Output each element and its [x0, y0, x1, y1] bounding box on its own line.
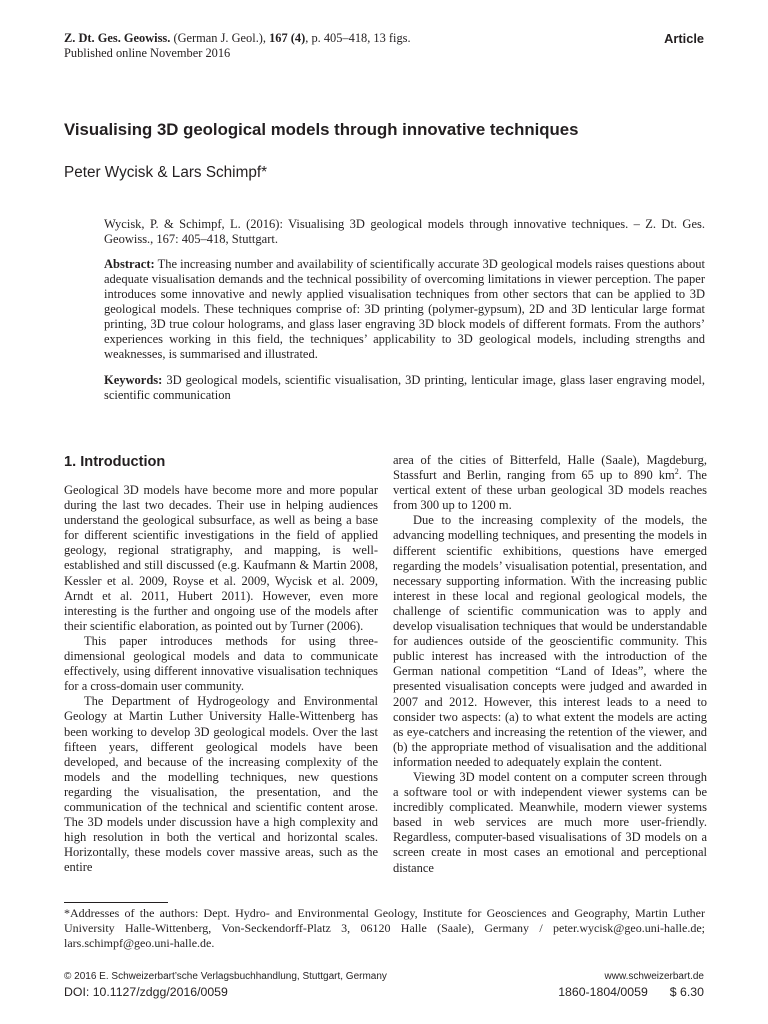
- publisher-website: www.schweizerbart.de: [604, 971, 704, 982]
- journal-abbrev: Z. Dt. Ges. Geowiss.: [64, 31, 171, 45]
- author-list: Peter Wycisk & Lars Schimpf*: [64, 164, 268, 181]
- published-date: Published online November 2016: [64, 46, 231, 60]
- journal-citation-line: [64, 31, 411, 46]
- journal-english-name: (German J. Geol.),: [170, 31, 270, 45]
- body-paragraph: This paper introduces methods for using three-dimensional geological models and data to communicate effectively, using different innovative visualisation techniques for a cross-domain user community.: [64, 633, 378, 694]
- abstract-text: The increasing number and availability of scientifically accurate 3D geological models raises questions about adequate visualisation demands and the technical possibility of overcoming limitations in viewer perception. The paper introduces some innovative and newly applied visualisation techniques from other sectors that can be applied to 3D geological models. These techniques comprise of: 3D printing (polymer-gypsum), 2D and 3D lenticular large format printing, 3D true colour holograms, and glass laser engraving 3D block models of different formats. From the authors’ experiences working in this field, the techniques’ applicability to 3D geological models, including strengths and weaknesses, is summarised and illustrated.: [104, 257, 705, 361]
- article-type-label: Article: [664, 31, 704, 46]
- author-address-footnote: *Addresses of the authors: Dept. Hydro- and Environmental Geology, Institute for Geosciences and Geography, Martin Luther University Halle-Wittenberg, Von-Seckendorff-Platz 3, 06120 Halle (Saale), Germany / peter.wycisk@geo.uni-halle.de; lars.schimpf@geo.uni-halle.de.: [64, 906, 705, 950]
- doi: DOI: 10.1127/zdgg/2016/0059: [64, 985, 228, 999]
- section-heading: 1. Introduction: [64, 454, 166, 470]
- body-text: . The vertical extent of these urban geological 3D models reaches from 300 up to 1200 m.: [393, 468, 707, 513]
- copyright-notice: © 2016 E. Schweizerbart’sche Verlagsbuchhandlung, Stuttgart, Germany: [64, 971, 387, 982]
- volume-issue: 167 (4): [269, 31, 306, 45]
- article-metadata: [104, 217, 705, 403]
- right-column: [393, 453, 707, 876]
- body-paragraph: Viewing 3D model content on a computer screen through a software tool or with independent viewer systems can be incredibly complicated. Meanwhile, modern viewer systems based in web services are much more user-friendly. Regardless, computer-based visualisations of 3D models on a screen create in most cases an emotional and perceptional distance: [393, 769, 707, 875]
- left-column: [64, 453, 378, 875]
- body-paragraph: [393, 453, 707, 513]
- citation: Wycisk, P. & Schimpf, L. (2016): Visualising 3D geological models through innovative techniques. – Z. Dt. Ges. Geowiss., 167: 405–418, Stuttgart.: [104, 217, 705, 246]
- footnote-divider: [64, 902, 168, 903]
- issn-price-line: [558, 985, 704, 1000]
- issn: 1860-1804/0059: [558, 985, 648, 999]
- abstract-label: Abstract:: [104, 257, 155, 271]
- pages-figs: , p. 405–418, 13 figs.: [305, 31, 411, 45]
- body-paragraph: The Department of Hydrogeology and Environmental Geology at Martin Luther University Halle-Wittenberg has been working to develop 3D geological models. Over the last fifteen years, different geological models have been developed, and because of the increasing complexity of the models and the modelling techniques, new questions regarding the visualisation, the presentation, and the communication of the technical and scientific content arose. The 3D models under discussion have a high complexity and high resolution in both the vertical and horizontal scales. Horizontally, these models cover massive areas, such as the entire: [64, 694, 378, 875]
- keywords-text: 3D geological models, scientific visualisation, 3D printing, lenticular image, glass laser engraving model, scientific communication: [104, 373, 705, 402]
- price: $ 6.30: [669, 985, 704, 999]
- keywords: [104, 373, 705, 403]
- body-paragraph: Geological 3D models have become more and more popular during the last two decades. Their use in helping audiences understand the geological subsurface, as well as being a base for different scientific investigations in the field of applied geology, regional stratigraphy, and mapping, is well-established and still discussed (e.g. Kaufmann & Martin 2008, Kessler et al. 2009, Royse et al. 2009, Wycisk et al. 2009, Arndt et al. 2011, Hubert 2011). However, even more interesting is the further and ongoing use of the models after their scientific elaboration, as pointed out by Turner (2006).: [64, 483, 378, 633]
- body-paragraph: Due to the increasing complexity of the models, the advancing modelling techniques, and presenting the models in different scientific exhibitions, questions have emerged regarding the models’ visualisation potential, presentation, and necessary supporting information. With the increasing public interest in these local and regional geological models, the challenge of scientific communication was to apply and develop visualisation techniques that would be understandable for audiences outside of the geoscientific community. This public interest has increased with the introduction of the German national competition “Land of Ideas”, where the presented visualisation concepts were judged and awarded in 2007 and 2012. However, this interest leads to a need to consider two aspects: (a) to what extent the models are acting as eye-catchers and increasing the retention of the viewer, and (b) the appropriate method of visualisation and the additional information needed to adequately explain the content.: [393, 513, 707, 769]
- keywords-label: Keywords:: [104, 373, 163, 387]
- paper-title: Visualising 3D geological models through innovative techniques: [64, 120, 579, 139]
- superscript: 2: [674, 466, 679, 476]
- body-text: area of the cities of Bitterfeld, Halle (Saale), Magdeburg, Stassfurt and Berlin, ranging from 65 up to 890 km: [393, 453, 707, 483]
- abstract: [104, 257, 705, 362]
